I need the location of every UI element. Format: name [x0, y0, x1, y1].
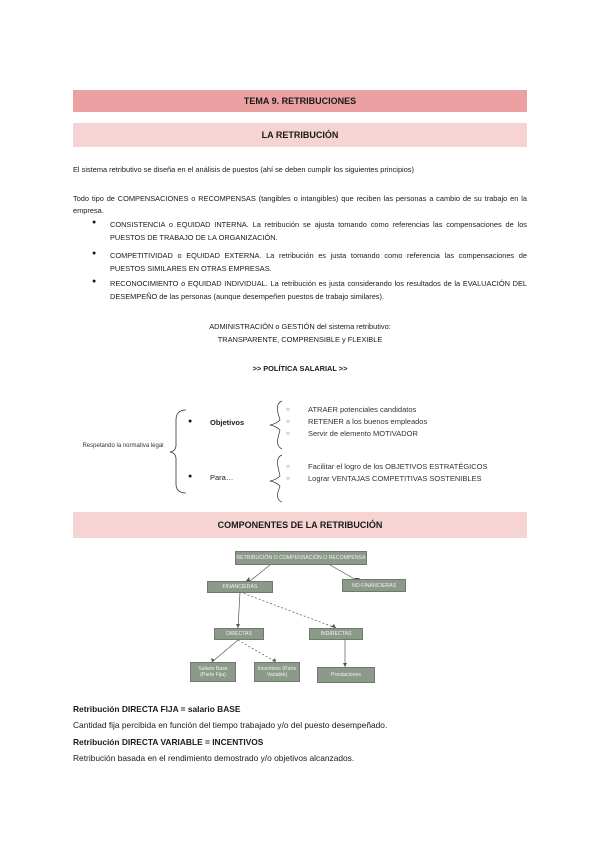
salario-base-box: Salario Base (Parte Fija)	[190, 662, 236, 682]
bullet-icon: ●	[188, 473, 193, 480]
circle-bullet-icon: ○	[286, 431, 290, 437]
circle-bullet-icon: ○	[286, 476, 290, 482]
para-label: Para…	[210, 473, 234, 482]
normative-label: Respetando la normativa legal	[82, 443, 164, 449]
fija-title: Retribución DIRECTA FIJA = salario BASE	[73, 704, 241, 714]
bullet-icon: ●	[188, 418, 193, 425]
objetivo-item: RETENER a los buenos empleados	[308, 417, 428, 426]
objetivo-item: ATRAER potenciales candidatos	[308, 405, 417, 414]
objetivos-label: Objetivos	[210, 418, 245, 427]
admin-line-1: ADMINISTRACIÓN o GESTIÓN del sistema retributivo:	[209, 322, 391, 331]
incentivos-box: Incentivos (Parte Variable)	[254, 662, 300, 682]
variable-title: Retribución DIRECTA VARIABLE = INCENTIVOS	[73, 737, 264, 747]
directas-box: DIRECTAS	[214, 628, 264, 640]
circle-bullet-icon: ○	[286, 464, 290, 470]
page-title: TEMA 9. RETRIBUCIONES	[243, 96, 357, 106]
section-title: LA RETRIBUCIÓN	[261, 130, 339, 140]
bullet-icon: ●	[92, 250, 97, 257]
financieras-box: FINANCIERAS	[207, 581, 273, 593]
circle-bullet-icon: ○	[286, 419, 290, 425]
intro-paragraph-1: El sistema retributivo se diseña en el análisis de puestos (ahí se deben cumplir los siguientes principios)	[73, 165, 414, 174]
circle-bullet-icon: ○	[286, 407, 290, 413]
root-box: RETRIBUCIÓN O COMPENSACIÓN O RECOMPENSA	[235, 551, 367, 565]
admin-line-2: TRANSPARENTE, COMPRENSIBLE y FLEXIBLE	[217, 335, 383, 344]
para-item: Lograr VENTAJAS COMPETITIVAS SOSTENIBLES	[308, 474, 482, 483]
principle-item: COMPETITIVIDAD o EQUIDAD EXTERNA. La retribución es justa tomando como referencia las compensaciones de PUESTOS SIMILARES EN OTRAS EMPRESAS.	[110, 251, 527, 273]
bullet-icon: ●	[92, 219, 97, 226]
principle-item: CONSISTENCIA o EQUIDAD INTERNA. La retribución se ajusta tomando como referencias las compensaciones de los PUESTOS DE TRABAJO DE LA ORGANIZACIÓN.	[110, 220, 527, 242]
fija-text: Cantidad fija percibida en función del tiempo trabajado y/o del puesto desempeñado.	[73, 720, 388, 730]
intro-paragraph-2: Todo tipo de COMPENSACIONES o RECOMPENSAS (tangibles o intangibles) que reciben las personas a cambio de su trabajo en la empresa.	[73, 194, 527, 215]
policy-label: >> POLÍTICA SALARIAL >>	[252, 364, 348, 373]
para-item: Facilitar el logro de los OBJETIVOS ESTRATÉGICOS	[308, 462, 488, 471]
variable-text: Retribución basada en el rendimiento demostrado y/o objetivos alcanzados.	[73, 753, 355, 763]
prestaciones-box: Prestaciones	[317, 667, 375, 683]
section-title: COMPONENTES DE LA RETRIBUCIÓN	[217, 520, 383, 530]
bullet-icon: ●	[92, 278, 97, 285]
no-financieras-box: NO FINANCIERAS	[342, 579, 406, 592]
indirectas-box: INDIRECTAS	[309, 628, 363, 640]
objetivo-item: Servir de elemento MOTIVADOR	[308, 429, 418, 438]
principle-item: RECONOCIMIENTO o EQUIDAD INDIVIDUAL. La retribución es justa considerando los resultados de la EVALUACIÓN DEL DESEMPEÑO de las personas (aunque desempeñen puestos de trabajo similares).	[110, 279, 527, 301]
